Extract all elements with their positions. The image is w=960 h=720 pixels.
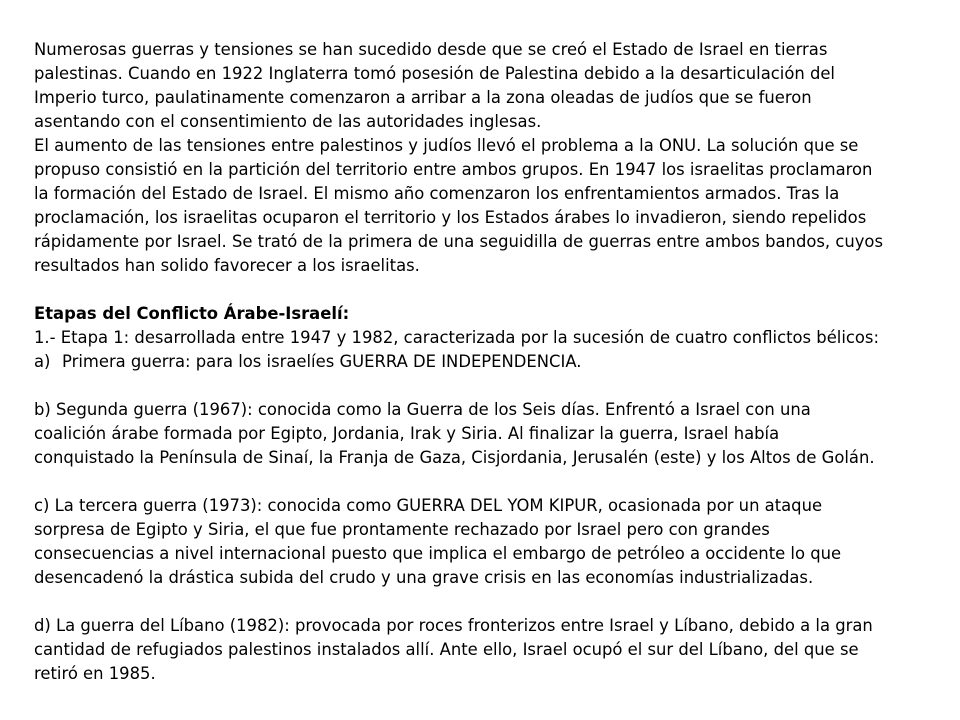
item-a (34, 350, 939, 374)
text-line: Imperio turco, paulatinamente comenzaron a arribar a la zona oleadas de judíos que se fueron (34, 88, 812, 107)
item-d (34, 614, 939, 686)
text-line: la formación del Estado de Israel. El mismo año comenzaron los enfrentamientos armados. Tras la (34, 184, 840, 203)
blank-line (34, 470, 939, 494)
stages-heading: Etapas del Conflicto Árabe-Israelí: (34, 304, 350, 323)
text-line: palestinas. Cuando en 1922 Inglaterra tomó posesión de Palestina debido a la desarticulación del (34, 64, 835, 83)
text-line: El aumento de las tensiones entre palestinos y judíos llevó el problema a la ONU. La solución que se (34, 136, 859, 155)
text-line: proclamación, los israelitas ocuparon el territorio y los Estados árabes lo invadieron, siendo repelidos (34, 208, 867, 227)
text-line: c) La tercera guerra (1973): conocida como GUERRA DEL YOM KIPUR, ocasionada por un ataque (34, 496, 823, 515)
text-line: conquistado la Península de Sinaí, la Franja de Gaza, Cisjordania, Jerusalén (este) y los Altos de Golán. (34, 448, 875, 467)
item-a-text: Primera guerra: para los israelíes GUERRA DE INDEPENDENCIA. (62, 352, 582, 371)
text-line: resultados han solido favorecer a los israelitas. (34, 256, 420, 275)
text-line: coalición árabe formada por Egipto, Jordania, Irak y Siria. Al finalizar la guerra, Israel había (34, 424, 780, 443)
text-line: d) La guerra del Líbano (1982): provocada por roces fronterizos entre Israel y Líbano, debido a la gran (34, 616, 873, 635)
item-a-marker: a) (34, 352, 51, 371)
text-line: consecuencias a nivel internacional puesto que implica el embargo de petróleo a occidente lo que (34, 544, 842, 563)
text-line: b) Segunda guerra (1967): conocida como la Guerra de los Seis días. Enfrentó a Israel con una (34, 400, 811, 419)
text-line: Numerosas guerras y tensiones se han sucedido desde que se creó el Estado de Israel en tierras (34, 40, 828, 59)
item-b (34, 398, 939, 470)
blank-line (34, 374, 939, 398)
text-line: cantidad de refugiados palestinos instalados allí. Ante ello, Israel ocupó el sur del Líbano, del que se (34, 640, 859, 659)
text-line: propuso consistió en la partición del territorio entre ambos grupos. En 1947 los israelitas proclamaron (34, 160, 873, 179)
blank-line (34, 278, 939, 302)
blank-line (34, 590, 939, 614)
item-c (34, 494, 939, 590)
text-line: sorpresa de Egipto y Siria, el que fue prontamente rechazado por Israel pero con grandes (34, 520, 770, 539)
text-line: desencadenó la drástica subida del crudo y una grave crisis en las economías industrializadas. (34, 568, 814, 587)
text-line: retiró en 1985. (34, 664, 156, 683)
text-line: rápidamente por Israel. Se trató de la primera de una seguidilla de guerras entre ambos bandos, cuyos (34, 232, 883, 251)
slide-text-body (34, 38, 939, 686)
stage-1-line: 1.- Etapa 1: desarrollada entre 1947 y 1982, caracterizada por la sucesión de cuatro conflictos bélicos: (34, 328, 879, 347)
text-line: asentando con el consentimiento de las autoridades inglesas. (34, 112, 542, 131)
intro-paragraph (34, 38, 939, 278)
